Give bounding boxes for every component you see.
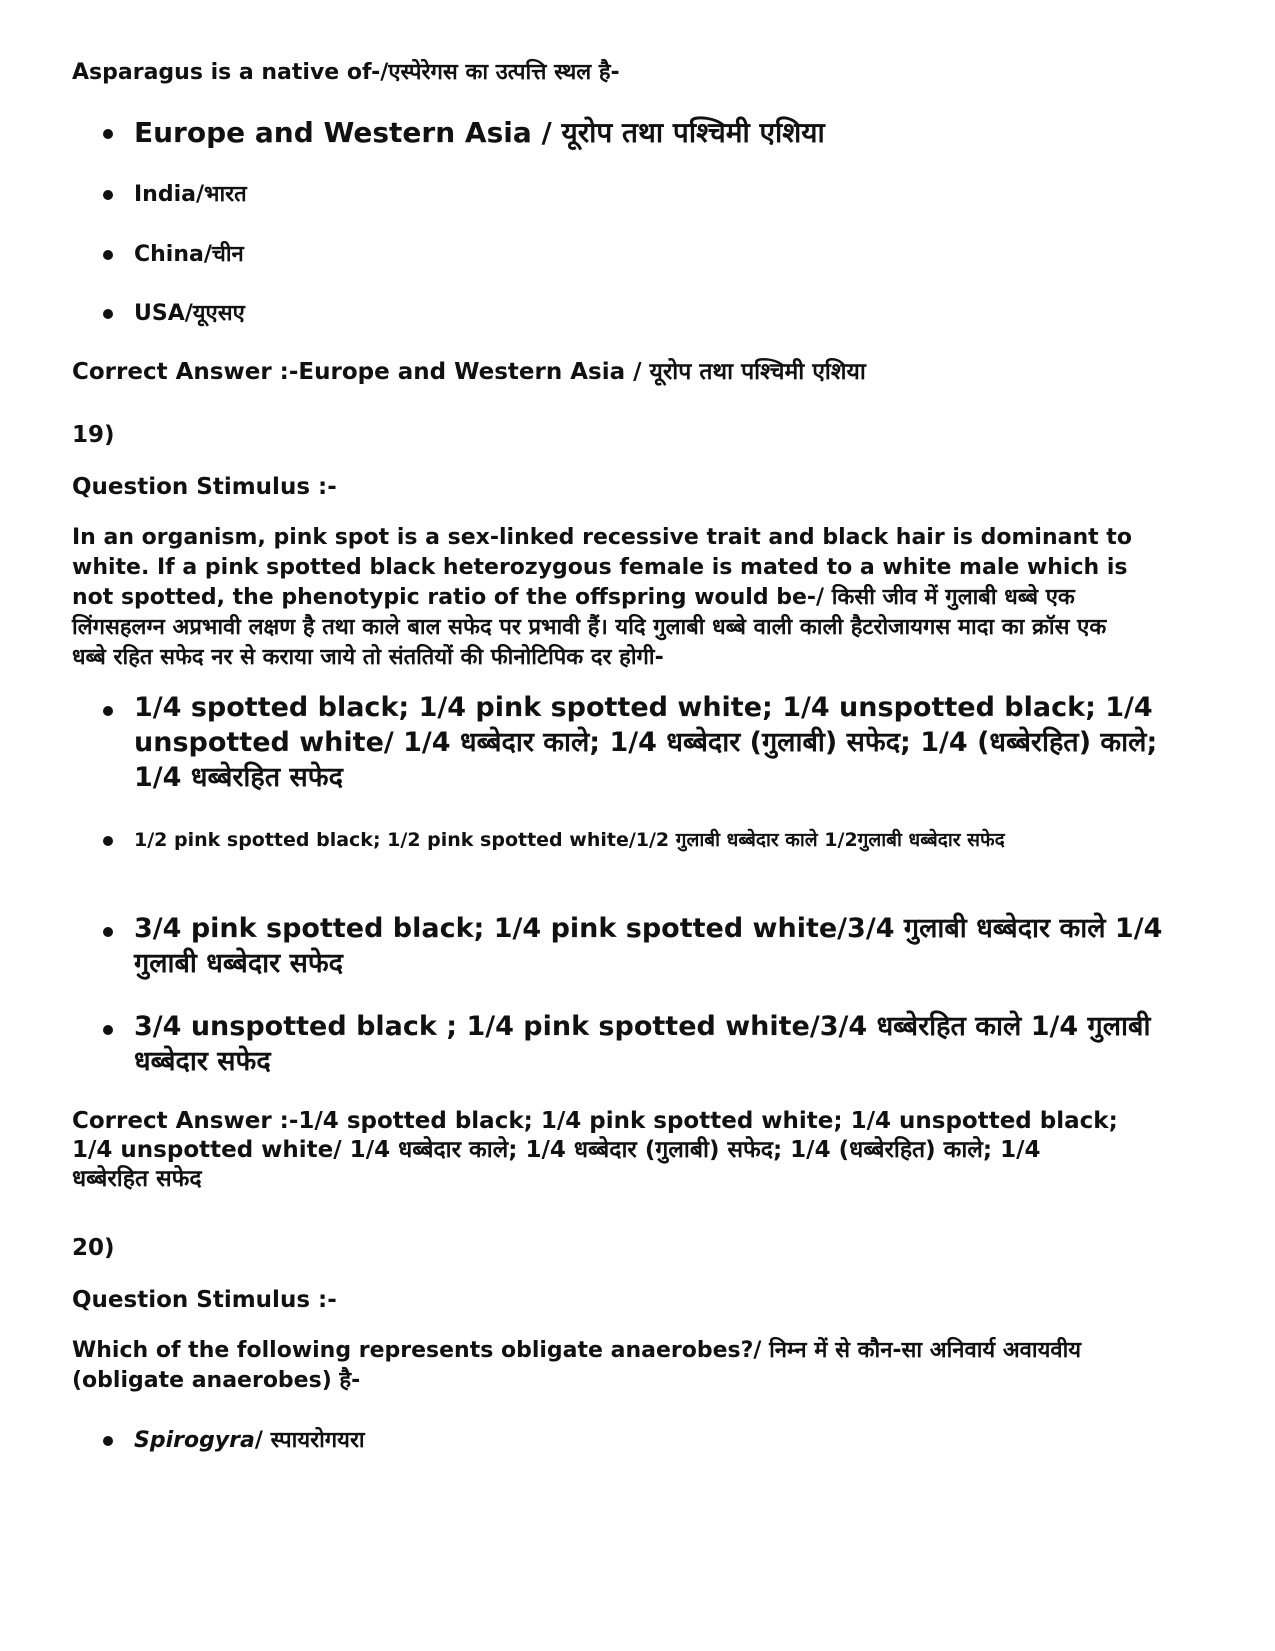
question-19-stem: In an organism, pink spot is a sex-linked recessive trait and black hair is dominant to white. If a pink spotted black heterozygous female is mated to a white male which is not spotted, the phenotypic ratio of the offspring would be-/ किसी जीव में गुलाबी धब्बे एक लिंगसहलग्न अप्रभावी लक्षण है तथा काले बाल सफेद पर प्रभावी हैं। यदि गुलाबी धब्बे वाली काली हैटरोजायगस मादा का क्रॉस एक धब्बे रहित सफेद नर से कराया जाये तो संततियों की फीनोटिपिक दर होगी-	[72, 525, 1132, 670]
q20-option-1	[134, 1426, 1194, 1456]
bullet-icon	[103, 250, 113, 260]
bullet-icon	[103, 836, 113, 846]
q18-option-4: USA/यूएसए	[134, 301, 245, 326]
bullet-icon	[103, 927, 113, 937]
question-19-number: 19)	[72, 422, 115, 448]
bullet-icon	[103, 706, 113, 716]
q19-option-3: 3/4 pink spotted black; 1/4 pink spotted white/3/4 गुलाबी धब्बेदार काले 1/4 गुलाबी धब्बेदार सफेद	[134, 913, 1163, 979]
q19-option-2: 1/2 pink spotted black; 1/2 pink spotted white/1/2 गुलाबी धब्बेदार काले 1/2गुलाबी धब्बेदार सफेद	[134, 829, 1005, 851]
bullet-icon	[103, 1436, 113, 1446]
question-20-number: 20)	[72, 1235, 115, 1261]
bullet-icon	[103, 1025, 113, 1035]
q18-option-3: China/चीन	[134, 242, 244, 267]
question-20-stem: Which of the following represents obligate anaerobes?/ निम्न में से कौन-सा अनिवार्य अवायवीय (obligate anaerobes) है-	[72, 1338, 1082, 1393]
bullet-icon	[103, 129, 113, 139]
q18-option-1: Europe and Western Asia / यूरोप तथा पश्चिमी एशिया	[134, 116, 825, 149]
q19-option-4: 3/4 unspotted black ; 1/4 pink spotted white/3/4 धब्बेरहित काले 1/4 गुलाबी धब्बेदार सफेद	[134, 1011, 1151, 1077]
q18-correct-answer: Correct Answer :-Europe and Western Asia / यूरोप तथा पश्चिमी एशिया	[72, 359, 866, 385]
q20-option-1-text: / स्पायरोगयरा	[254, 1428, 365, 1453]
q19-correct-answer: Correct Answer :-1/4 spotted black; 1/4 pink spotted white; 1/4 unspotted black; 1/4 unspotted white/ 1/4 धब्बेदार काले; 1/4 धब्बेदार (गुलाबी) सफेद; 1/4 (धब्बेरहित) काले; 1/4 धब्बेरहित सफेद	[72, 1108, 1118, 1192]
bullet-icon	[103, 309, 113, 319]
q18-option-2: India/भारत	[134, 182, 247, 207]
bullet-icon	[103, 190, 113, 200]
question-19-stimulus-label: Question Stimulus :-	[72, 474, 337, 500]
q19-option-1: 1/4 spotted black; 1/4 pink spotted white; 1/4 unspotted black; 1/4 unspotted white/ 1/4 धब्बेदार काले; 1/4 धब्बेदार (गुलाबी) सफेद; 1/4 (धब्बेरहित) काले; 1/4 धब्बेरहित सफेद	[134, 692, 1158, 793]
q20-option-1-italic: Spirogyra	[134, 1428, 255, 1453]
question-20-stimulus-label: Question Stimulus :-	[72, 1287, 337, 1313]
question-18-stem: Asparagus is a native of-/एस्पेरेगस का उत्पत्ति स्थल है-	[72, 60, 620, 85]
